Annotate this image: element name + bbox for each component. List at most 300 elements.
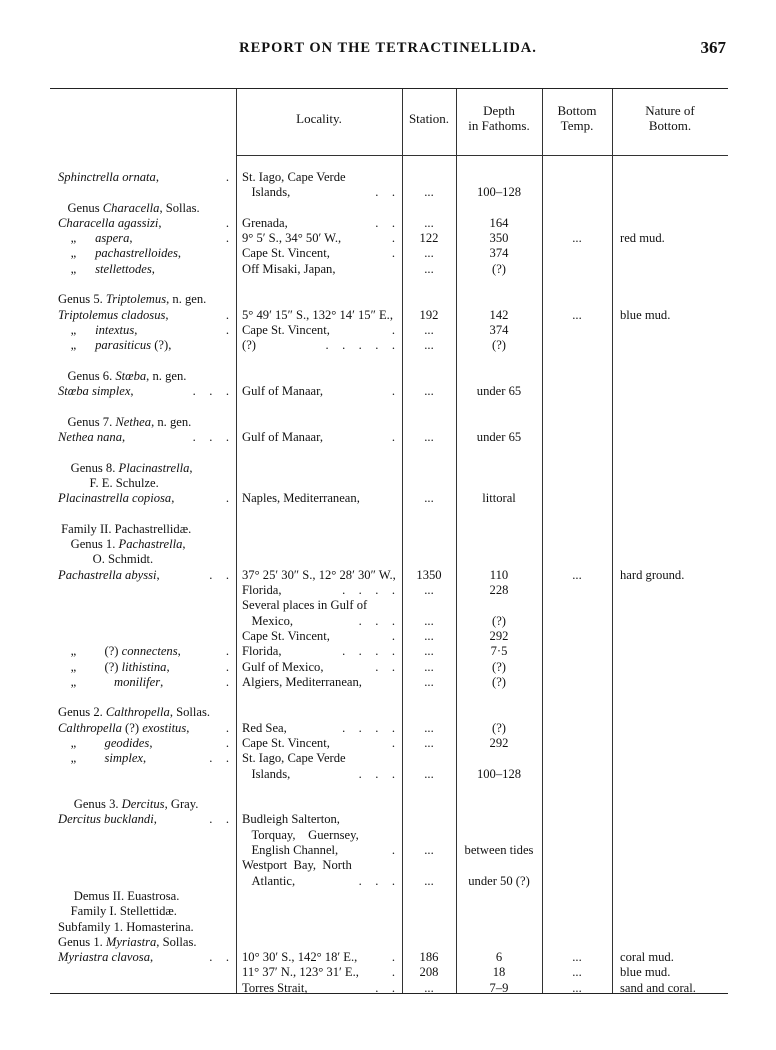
locality-cell: 37° 25′ 30″ S., 12° 28′ 30″ W., [242,567,396,582]
table-row [50,950,728,965]
station-cell: 1350 [416,567,442,582]
station-cell: ... [424,185,434,200]
station-cell [402,369,456,384]
leader-dots: . . . . . [325,338,396,353]
depth-cell [456,598,542,613]
leader-dots: . . [209,751,230,766]
temp-cell [542,736,612,751]
nature-cell [612,889,728,904]
locality-cell [236,537,402,552]
locality-cell: 11° 37′ N., 123° 31′ E., . [242,965,396,980]
temp-cell [542,185,612,200]
species-name-cell [50,965,236,980]
table-row [50,430,728,445]
species-name-cell: „ monilifer, . [58,674,230,689]
species-name-cell: „ (?) connectens, . [58,644,230,659]
table-row [50,767,728,782]
table-row [50,965,728,980]
depth-cell: (?) [492,613,506,628]
temp-cell [542,476,612,491]
depth-cell: (?) [492,659,506,674]
locality-cell [236,369,402,384]
station-cell: ... [424,766,434,781]
locality-cell: Naples, Mediterranean, [242,491,360,506]
temp-cell [542,751,612,766]
species-name-cell [50,828,236,843]
leader-dots: . . [375,215,396,230]
header-rule [236,155,728,156]
temp-cell [542,246,612,261]
temp-cell [542,170,612,185]
depth-cell: littoral [482,491,516,506]
col-header-temp [542,103,612,133]
species-name-cell: Genus 1. Pachastrella, [58,537,186,552]
table-row [50,904,728,919]
nature-cell [612,552,728,567]
leader-dots: . [225,674,230,689]
temp-cell [542,660,612,675]
locality-cell [236,920,402,935]
temp-cell [542,614,612,629]
species-name-cell [50,874,236,889]
table-row [50,476,728,491]
leader-dots: . [391,231,396,246]
station-cell: ... [424,338,434,353]
table-row [50,598,728,613]
station-cell [402,537,456,552]
leader-dots: . . [209,567,230,582]
depth-cell: (?) [492,338,506,353]
species-name-cell [50,767,236,782]
nature-cell [612,935,728,950]
temp-cell [542,491,612,506]
leader-dots: . . . . [342,644,396,659]
leader-dots: . . . . [342,720,396,735]
station-cell: ... [424,261,434,276]
nature-cell [612,170,728,185]
species-name-cell: Characella agassizi, . [58,215,230,230]
table-row [50,292,728,307]
table-row [50,231,728,246]
leader-dots: . [391,322,396,337]
leader-dots: . [225,231,230,246]
locality-cell: Budleigh Salterton, [242,812,340,827]
nature-cell [612,415,728,430]
col-header-temp-line2: Temp. [560,118,594,133]
col-header-station: Station. [408,111,450,126]
station-cell [402,552,456,567]
table-row [50,828,728,843]
col-header-depth-line1: Depth [483,103,515,118]
nature-cell [612,216,728,231]
depth-cell: (?) [492,720,506,735]
row-spacer [50,354,728,369]
locality-cell [236,461,402,476]
species-name-cell: Triptolemus cladosus, . [58,307,230,322]
table-row [50,552,728,567]
locality-cell: English Channel, . [242,843,396,858]
species-name-cell: „ parasiticus (?), [58,338,172,353]
species-name-cell [50,614,236,629]
depth-cell [456,476,542,491]
station-cell: ... [424,491,434,506]
locality-cell: 5° 49′ 15″ S., 132° 14′ 15″ E., [242,307,393,322]
locality-table [50,88,728,994]
temp-cell [542,598,612,613]
temp-cell [542,201,612,216]
table-row [50,308,728,323]
table-row [50,262,728,277]
station-cell: ... [424,644,434,659]
station-cell: ... [424,430,434,445]
species-name-cell: Genus 5. Triptolemus, n. gen. [58,292,207,307]
depth-cell [456,889,542,904]
station-cell: ... [424,735,434,750]
depth-cell: 7·5 [490,644,508,659]
depth-cell [456,935,542,950]
nature-cell [612,751,728,766]
locality-cell [236,552,402,567]
species-name-cell: „ simplex, . . [58,751,230,766]
locality-cell [236,415,402,430]
table-row [50,751,728,766]
station-cell [402,522,456,537]
nature-cell [612,874,728,889]
locality-cell: St. Iago, Cape Verde [242,751,346,766]
leader-dots: . [391,628,396,643]
table-body [50,170,728,996]
station-cell [402,935,456,950]
leader-dots: . [391,246,396,261]
station-cell: 186 [419,950,439,965]
table-row [50,675,728,690]
col-header-locality: Locality. [296,111,342,126]
locality-cell: Grenada, . . [242,215,396,230]
station-cell [402,751,456,766]
nature-cell: hard ground. [620,567,685,582]
depth-cell: 292 [489,628,509,643]
station-cell: 192 [419,307,439,322]
depth-cell [456,522,542,537]
station-cell [402,812,456,827]
locality-cell [236,889,402,904]
station-cell [402,476,456,491]
nature-cell [612,185,728,200]
locality-cell: Several places in Gulf of [242,598,368,613]
temp-cell: ... [572,965,582,980]
table-row [50,920,728,935]
nature-cell [612,522,728,537]
station-cell: ... [424,215,434,230]
station-cell: ... [424,322,434,337]
temp-cell [542,843,612,858]
table-row [50,843,728,858]
locality-cell: Torres Strait, . . [242,980,396,995]
temp-cell: ... [572,567,582,582]
station-cell [402,292,456,307]
table-row [50,246,728,261]
species-name-cell: Demus II. Euastrosa. [58,888,180,903]
species-name-cell: „ intextus, . [58,322,230,337]
temp-cell [542,675,612,690]
leader-dots: . [225,307,230,322]
leader-dots: . [391,965,396,980]
table-row [50,216,728,231]
leader-dots: . . . [358,613,396,628]
station-cell [402,170,456,185]
temp-cell [542,583,612,598]
locality-cell: Florida, . . . . [242,644,396,659]
station-cell [402,904,456,919]
table-row [50,522,728,537]
leader-dots: . [225,322,230,337]
temp-cell [542,889,612,904]
locality-cell: 10° 30′ S., 142° 18′ E., . [242,950,396,965]
station-cell [402,889,456,904]
temp-cell: ... [572,231,582,246]
leader-dots: . . . [358,766,396,781]
locality-cell [236,904,402,919]
leader-dots: . [391,430,396,445]
temp-cell [542,262,612,277]
depth-cell: 7–9 [489,980,509,995]
locality-cell [236,476,402,491]
leader-dots: . . [209,950,230,965]
depth-cell: 374 [489,322,509,337]
leader-dots: . [225,735,230,750]
nature-cell [612,491,728,506]
nature-cell [612,797,728,812]
depth-cell: 6 [495,950,503,965]
depth-cell: between tides [464,843,534,858]
temp-cell [542,415,612,430]
depth-cell [456,415,542,430]
table-row [50,170,728,185]
depth-cell [456,751,542,766]
species-name-cell: Family I. Stellettidæ. [58,904,177,919]
leader-dots: . [225,720,230,735]
depth-cell: 164 [489,215,509,230]
table-row [50,721,728,736]
species-name-cell [50,185,236,200]
nature-cell: red mud. [620,231,665,246]
locality-cell: 9° 5′ S., 34° 50′ W., . [242,231,396,246]
nature-cell [612,476,728,491]
table-row [50,644,728,659]
species-name-cell: Nethea nana, . . . [58,430,230,445]
nature-cell [612,461,728,476]
depth-cell: 142 [489,307,509,322]
row-spacer [50,445,728,460]
table-row [50,338,728,353]
temp-cell [542,874,612,889]
station-cell: ... [424,980,434,995]
locality-cell: Atlantic, . . . [242,873,396,888]
row-spacer [50,507,728,522]
species-name-cell: Myriastra clavosa, . . [58,950,230,965]
leader-dots: . . . [192,430,230,445]
table-row [50,935,728,950]
station-cell: 208 [419,965,439,980]
locality-cell: Mexico, . . . [242,613,396,628]
leader-dots: . [225,491,230,506]
species-name-cell: Stœba simplex, . . . [58,384,230,399]
depth-cell: (?) [492,674,506,689]
species-name-cell [50,843,236,858]
table-row [50,415,728,430]
nature-cell [612,598,728,613]
table-row [50,323,728,338]
row-spacer [50,277,728,292]
nature-cell [612,384,728,399]
depth-cell: 100–128 [476,766,522,781]
species-name-cell: Genus 6. Stœba, n. gen. [58,368,187,383]
nature-cell [612,323,728,338]
nature-cell [612,721,728,736]
table-row [50,705,728,720]
species-name-cell: O. Schmidt. [58,552,154,567]
depth-cell [456,461,542,476]
nature-cell [612,583,728,598]
nature-cell [612,705,728,720]
depth-cell: 110 [489,567,509,582]
leader-dots: . [391,843,396,858]
nature-cell [612,292,728,307]
station-cell: ... [424,628,434,643]
row-spacer [50,690,728,705]
nature-cell: blue mud. [620,307,671,322]
species-name-cell: Placinastrella copiosa, . [58,491,230,506]
species-name-cell: Genus 7. Nethea, n. gen. [58,414,192,429]
temp-cell [542,644,612,659]
table-row [50,889,728,904]
table-row [50,185,728,200]
nature-cell: blue mud. [620,965,671,980]
row-spacer [50,399,728,414]
locality-cell [236,201,402,216]
nature-cell [612,660,728,675]
nature-cell [612,369,728,384]
table-row [50,369,728,384]
nature-cell [612,262,728,277]
station-cell: 122 [419,231,439,246]
leader-dots: . . [375,659,396,674]
station-cell: ... [424,583,434,598]
col-header-depth [456,103,542,133]
page-header [0,40,776,66]
species-name-cell: „ (?) lithistina, . [58,659,230,674]
locality-cell: Cape St. Vincent, . [242,246,396,261]
table-row [50,660,728,675]
temp-cell [542,705,612,720]
leader-dots: . . [375,185,396,200]
temp-cell [542,461,612,476]
temp-cell [542,552,612,567]
nature-cell [612,920,728,935]
species-name-cell: Genus Characella, Sollas. [58,200,200,215]
locality-cell: Red Sea, . . . . [242,720,396,735]
species-name-cell [50,858,236,873]
temp-cell [542,430,612,445]
temp-cell [542,323,612,338]
leader-dots: . [391,950,396,965]
nature-cell: coral mud. [620,950,674,965]
table-row [50,858,728,873]
species-name-cell: Genus 1. Myriastra, Sollas. [58,934,197,949]
temp-cell [542,522,612,537]
species-name-cell [50,583,236,598]
nature-cell [612,246,728,261]
locality-cell: Florida, . . . . [242,583,396,598]
species-name-cell: Genus 2. Calthropella, Sollas. [58,705,211,720]
locality-cell: Cape St. Vincent, . [242,735,396,750]
col-header-nature-line2: Bottom. [648,118,692,133]
temp-cell [542,812,612,827]
temp-cell [542,767,612,782]
species-name-cell: Calthropella (?) exostitus, . [58,720,230,735]
station-cell [402,858,456,873]
nature-cell [612,614,728,629]
nature-cell [612,828,728,843]
temp-cell [542,828,612,843]
leader-dots: . [225,659,230,674]
species-name-cell: Genus 8. Placinastrella, [58,460,193,475]
depth-cell [456,812,542,827]
locality-cell: Off Misaki, Japan, [242,261,336,276]
table-row [50,981,728,996]
locality-cell: Gulf of Manaar, . [242,430,396,445]
leader-dots: . . [375,980,396,995]
running-title: REPORT ON THE TETRACTINELLIDA. [239,40,537,56]
temp-cell [542,904,612,919]
temp-cell [542,384,612,399]
col-header-nature-line1: Nature of [645,103,695,118]
table-row [50,629,728,644]
species-name-cell: Family II. Pachastrellidæ. [58,521,192,536]
species-name-cell: Sphinctrella ornata, . [58,170,230,184]
species-name-cell [50,981,236,996]
species-name-cell: „ stellettodes, [58,261,155,276]
leader-dots: . [225,170,230,184]
nature-cell [612,858,728,873]
depth-cell: 350 [489,231,509,246]
station-cell [402,705,456,720]
leader-dots: . . . [192,384,230,399]
nature-cell [612,338,728,353]
table-row [50,491,728,506]
locality-cell: Algiers, Mediterranean, [242,674,362,689]
nature-cell [612,430,728,445]
col-header-depth-line2: in Fathoms. [468,118,530,133]
depth-cell: 228 [489,583,509,598]
station-cell [402,461,456,476]
locality-cell: (?) . . . . . [242,338,396,353]
locality-cell: Islands, . . . [242,766,396,781]
station-cell [402,415,456,430]
locality-cell: St. Iago, Cape Verde [242,170,346,184]
nature-cell [612,675,728,690]
species-name-cell: „ pachastrelloides, [58,246,182,261]
page-number: 367 [700,38,726,57]
leader-dots: . [391,384,396,399]
nature-cell [612,736,728,751]
station-cell: ... [424,843,434,858]
temp-cell [542,797,612,812]
depth-cell [456,552,542,567]
species-name-cell: Pachastrella abyssi, . . [58,567,230,582]
nature-cell [612,644,728,659]
station-cell: ... [424,674,434,689]
